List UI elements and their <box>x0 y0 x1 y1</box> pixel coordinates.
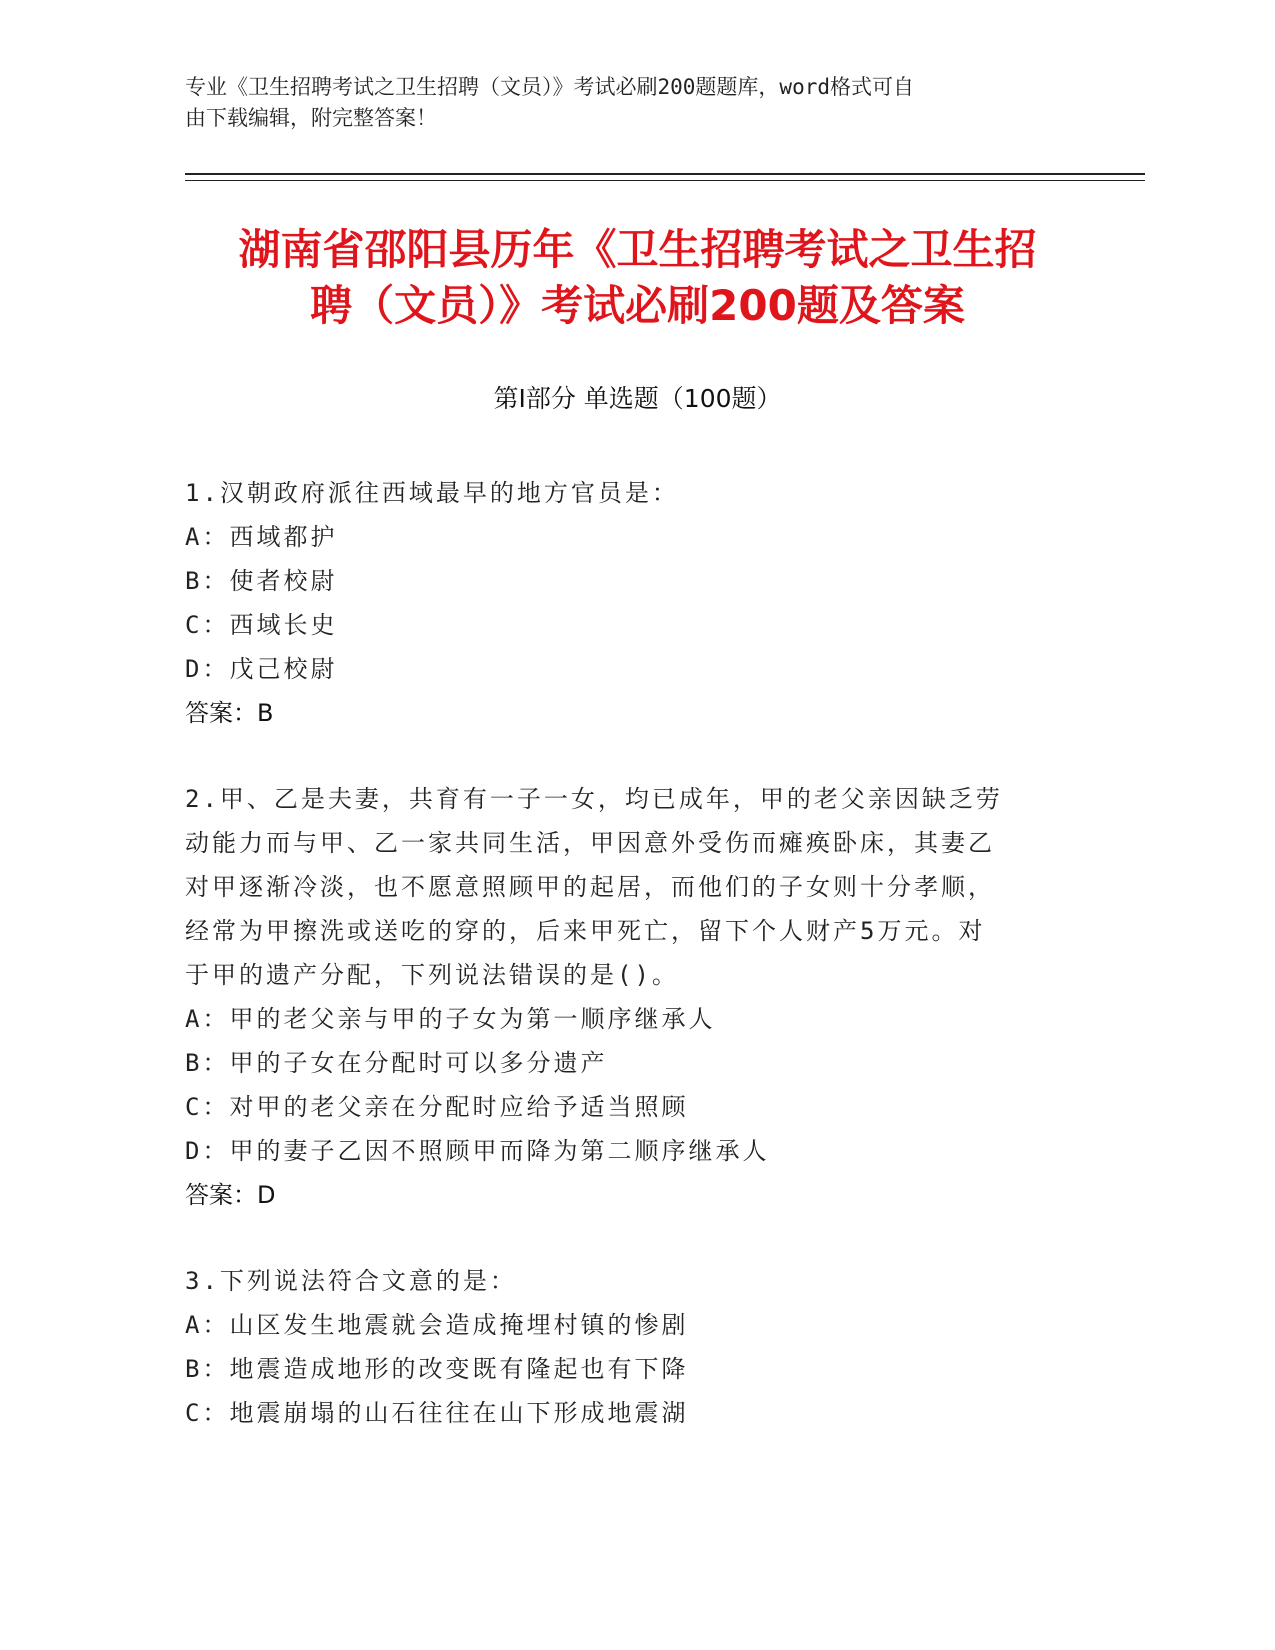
question-2 <box>185 777 1065 1217</box>
question-stem-line: 动能力而与甲、乙一家共同生活，甲因意外受伤而瘫痪卧床，其妻乙 <box>185 829 995 857</box>
question-stem-line: 经常为甲擦洗或送吃的穿的，后来甲死亡，留下个人财产5万元。对 <box>185 917 986 945</box>
answer-value: D <box>257 1181 276 1209</box>
header-note-line-1: 专业《卫生招聘考试之卫生招聘（文员）》考试必刷200题题库，word格式可自 <box>185 75 914 99</box>
answer-line <box>185 1173 1065 1217</box>
header-note <box>185 72 1065 134</box>
question-stem-line: 1.汉朝政府派往西域最早的地方官员是： <box>185 479 679 507</box>
option-a: A：山区发生地震就会造成掩埋村镇的惨剧 <box>185 1311 689 1339</box>
header-rule-thick <box>185 173 1145 175</box>
answer-prefix: 答案： <box>185 1181 257 1209</box>
header-rule-thin <box>185 180 1145 181</box>
question-stem <box>185 1259 1065 1303</box>
option-d: D：甲的妻子乙因不照顾甲而降为第二顺序继承人 <box>185 1137 770 1165</box>
question-stem <box>185 471 1065 515</box>
question-stem-line: 于甲的遗产分配，下列说法错误的是()。 <box>185 961 679 989</box>
answer-value: B <box>257 699 274 727</box>
option-a: A：西域都护 <box>185 523 338 551</box>
option-b: B：甲的子女在分配时可以多分遗产 <box>185 1049 608 1077</box>
option-b: B：地震造成地形的改变既有隆起也有下降 <box>185 1355 689 1383</box>
option-b: B：使者校尉 <box>185 567 338 595</box>
header-note-line-2: 由下载编辑，附完整答案！ <box>185 106 437 130</box>
question-list <box>185 471 1065 1477</box>
document-title-line-1: 湖南省邵阳县历年《卫生招聘考试之卫生招 <box>238 225 1037 274</box>
question-stem-line: 3.下列说法符合文意的是： <box>185 1267 517 1295</box>
document-title <box>185 222 1090 334</box>
question-stem-line: 2.甲、乙是夫妻，共育有一子一女，均已成年，甲的老父亲因缺乏劳 <box>185 785 1003 813</box>
option-c: C：西域长史 <box>185 611 338 639</box>
question-1 <box>185 471 1065 735</box>
question-stem-line: 对甲逐渐冷淡，也不愿意照顾甲的起居，而他们的子女则十分孝顺， <box>185 873 995 901</box>
question-stem <box>185 777 1065 997</box>
question-3 <box>185 1259 1065 1435</box>
option-a: A：甲的老父亲与甲的子女为第一顺序继承人 <box>185 1005 716 1033</box>
section-title: 第Ⅰ部分 单选题（100题） <box>493 384 782 413</box>
option-d: D：戊己校尉 <box>185 655 338 683</box>
answer-line <box>185 691 1065 735</box>
option-c: C：地震崩塌的山石往往在山下形成地震湖 <box>185 1399 689 1427</box>
option-c: C：对甲的老父亲在分配时应给予适当照顾 <box>185 1093 689 1121</box>
document-title-line-2: 聘（文员）》考试必刷200题及答案 <box>310 281 965 330</box>
answer-prefix: 答案： <box>185 699 257 727</box>
